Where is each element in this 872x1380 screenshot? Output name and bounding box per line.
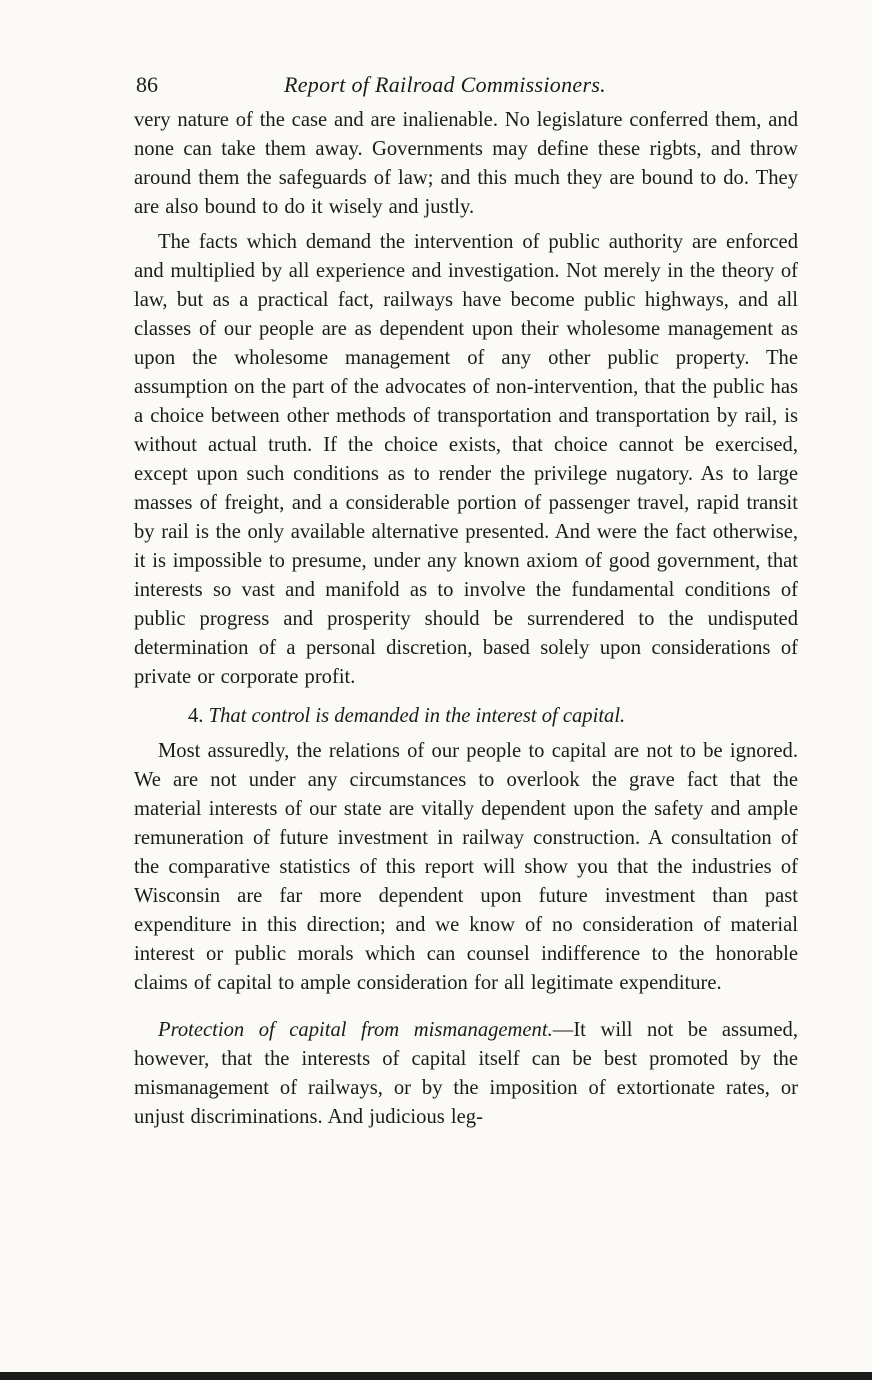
page-header bbox=[134, 72, 798, 106]
paragraph-3: Most assuredly, the relations of our people to capital are not to be ignored. We are not under any circumstances to overlook the grave fact that the material interests of our state are vitally dependent upon the safety and ample remuneration of future investment in railway construction. A consultation of the comparative statistics of this report will show you that the industries of Wisconsin are far more dependent upon future investment than past expenditure in this direction; and we know of no consideration of material interest or public morals which can counsel indifference to the honorable claims of capital to ample consideration for all legitimate expenditure. bbox=[134, 740, 798, 994]
scan-bottom-edge bbox=[0, 1372, 872, 1380]
section-heading-number: 4. bbox=[188, 705, 204, 727]
section-heading-text: That control is demanded in the interest of capital. bbox=[208, 705, 626, 727]
document-page bbox=[134, 72, 798, 1132]
running-title: Report of Railroad Commissioners. bbox=[284, 72, 606, 97]
page-number: 86 bbox=[136, 72, 158, 97]
section-heading bbox=[134, 702, 798, 731]
paragraph-4-text: —It will not be assumed, however, that the interests of capital itself can be best promoted by the mismanagement of railways, or by the imposition of extortionate rates, or unjust discriminations. And judicious leg- bbox=[134, 1019, 798, 1128]
paragraph-2: The facts which demand the intervention of public authority are enforced and multiplied by all experience and investigation. Not merely in the theory of law, but as a practical fact, railways have become public highways, and all classes of our people are as dependent upon their wholesome management as upon the wholesome management of any other public property. The assumption on the part of the advocates of non-intervention, that the public has a choice between other methods of transportation and transportation by rail, is without actual truth. If the choice exists, that choice cannot be exercised, except upon such conditions as to render the privilege nugatory. As to large masses of freight, and a considerable portion of passenger travel, rapid transit by rail is the only available alternative presented. And were the fact otherwise, it is impossible to presume, under any known axiom of good government, that interests so vast and manifold as to involve the fundamental conditions of public progress and prosperity should be surrendered to the undisputed determination of a personal discretion, based solely upon considerations of private or corporate profit. bbox=[134, 231, 798, 688]
paragraph-4 bbox=[134, 1016, 798, 1132]
paragraph-4-lead: Protection of capital from mismanagement. bbox=[158, 1019, 553, 1041]
paragraph-1: very nature of the case and are inalienable. No legislature conferred them, and none can take them away. Governments may define these rigbts, and throw around them the safeguards of law; and this much they are bound to do. They are also bound to do it wisely and justly. bbox=[134, 109, 798, 218]
